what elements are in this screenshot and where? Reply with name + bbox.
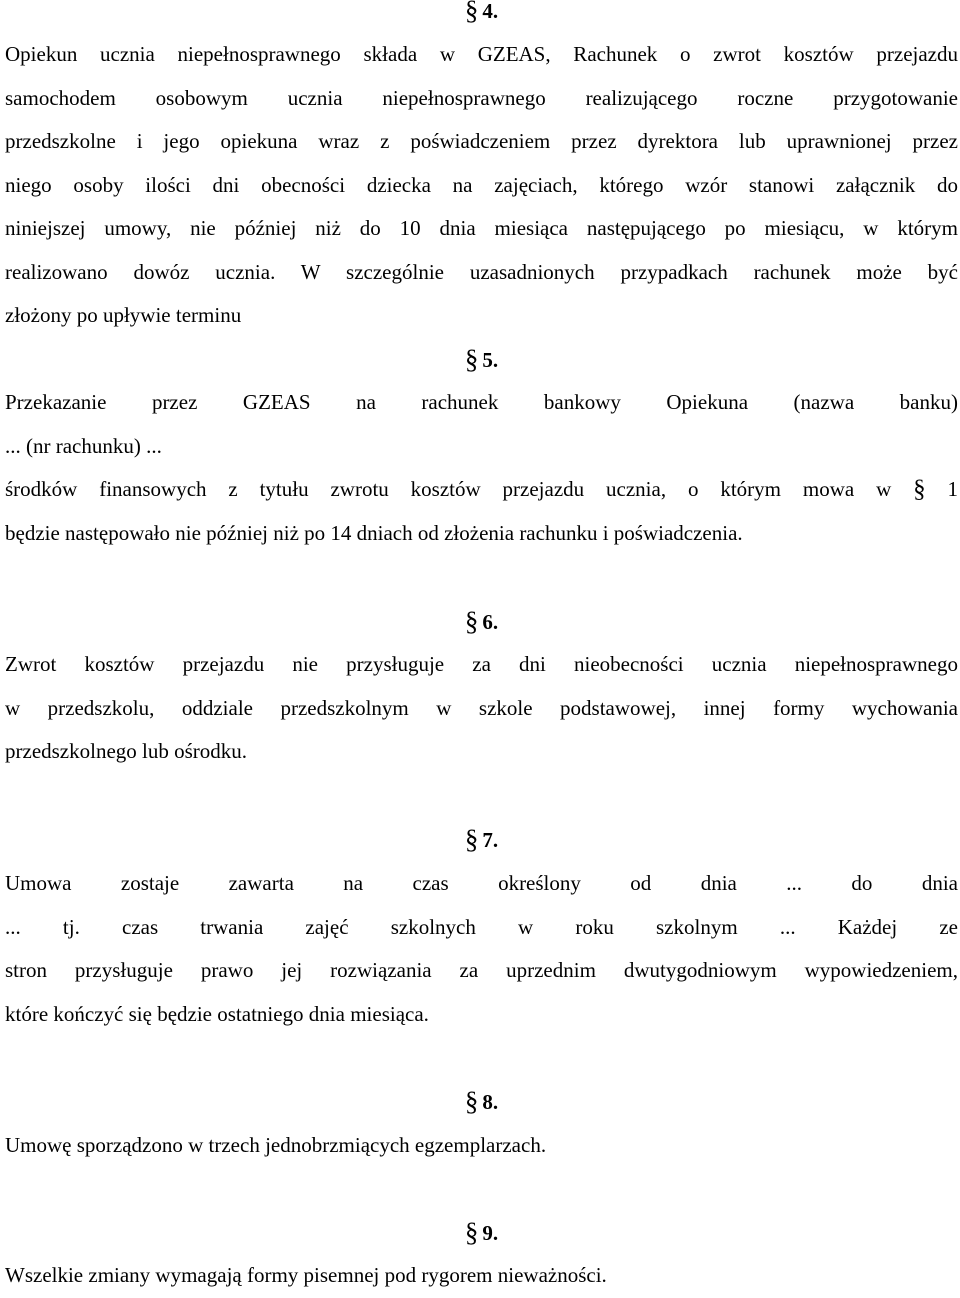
paragraph-line: Umowa zostaje zawarta na czas określony od dnia ... do dnia	[5, 871, 958, 895]
section-sign: §	[464, 1086, 479, 1116]
paragraph-text: środków finansowych z tytułu zwrotu kosztów przejazdu ucznia, o którym mowa w	[5, 477, 892, 501]
paragraph-line: Umowę sporządzono w trzech jednobrzmiących egzemplarzach.	[5, 1133, 547, 1157]
section-9-body	[5, 1254, 958, 1298]
section-number: 9.	[482, 1221, 499, 1245]
section-number: 8.	[482, 1090, 499, 1114]
paragraph-line: ... tj. czas trwania zajęć szkolnych w roku szkolnym ... Każdej ze	[5, 914, 958, 939]
section-6	[5, 606, 958, 636]
section-heading	[5, 1086, 958, 1116]
section-4-body	[5, 33, 958, 338]
section-4	[5, 0, 958, 25]
paragraph-line: realizowano dowóz ucznia. W szczególnie uzasadnionych przypadkach rachunek może być	[5, 259, 958, 284]
section-heading	[5, 1217, 958, 1247]
section-sign: §	[464, 344, 479, 374]
paragraph-line: samochodem osobowym ucznia niepełnosprawnego realizującego roczne przygotowanie	[5, 85, 958, 110]
section-heading	[5, 606, 958, 636]
section-sign: §	[464, 0, 479, 25]
section-5	[5, 344, 958, 374]
reference-number: 1	[947, 477, 959, 501]
section-9	[5, 1217, 958, 1247]
paragraph-line: będzie następowało nie później niż po 14 dniach od złożenia rachunku i poświadczenia.	[5, 520, 743, 545]
section-number: 5.	[482, 348, 499, 372]
section-sign: §	[464, 606, 479, 636]
section-8	[5, 1086, 958, 1116]
paragraph-line: przedszkolne i jego opiekuna wraz z poświadczeniem przez dyrektora lub uprawnionej przez	[5, 129, 958, 153]
paragraph-line: niniejszej umowy, nie później niż do 10 dnia miesiąca następującego po miesiącu, w którym	[5, 216, 958, 240]
paragraph-line: złożony po upływie terminu	[5, 303, 242, 327]
reference-sign: §	[913, 476, 926, 503]
section-heading	[5, 344, 958, 374]
paragraph-line: w przedszkolu, oddziale przedszkolnym w szkole podstawowej, innej formy wychowania	[5, 695, 958, 720]
paragraph-line: stron przysługuje prawo jej rozwiązania za uprzednim dwutygodniowym wypowiedzeniem,	[5, 958, 958, 982]
section-heading	[5, 0, 958, 25]
paragraph-line: Zwrot kosztów przejazdu nie przysługuje za dni nieobecności ucznia niepełnosprawnego	[5, 652, 958, 676]
section-8-body	[5, 1124, 958, 1168]
section-number: 4.	[482, 0, 499, 23]
section-heading	[5, 824, 958, 854]
paragraph-line: które kończyć się będzie ostatniego dnia miesiąca.	[5, 1001, 429, 1026]
paragraph-line: Opiekun ucznia niepełnosprawnego składa w GZEAS, Rachunek o zwrot kosztów przejazdu	[5, 42, 958, 66]
paragraph-line: Przekazanie przez GZEAS na rachunek bankowy Opiekuna (nazwa banku)	[5, 390, 958, 414]
paragraph-line: niego osoby ilości dni obecności dziecka na zajęciach, którego wzór stanowi załącznik do	[5, 172, 958, 197]
paragraph-line: Wszelkie zmiany wymagają formy pisemnej pod rygorem nieważności.	[5, 1263, 607, 1287]
section-sign: §	[464, 824, 479, 854]
paragraph-line-with-reference	[5, 468, 958, 512]
paragraph-line: przedszkolnego lub ośrodku.	[5, 739, 248, 763]
section-7-body	[5, 862, 958, 1036]
section-sign: §	[464, 1217, 479, 1247]
section-7	[5, 824, 958, 854]
section-5-body	[5, 381, 958, 555]
section-number: 7.	[482, 828, 499, 852]
section-number: 6.	[482, 610, 499, 634]
paragraph-line: ... (nr rachunku) ...	[5, 433, 162, 458]
section-6-body	[5, 643, 958, 774]
